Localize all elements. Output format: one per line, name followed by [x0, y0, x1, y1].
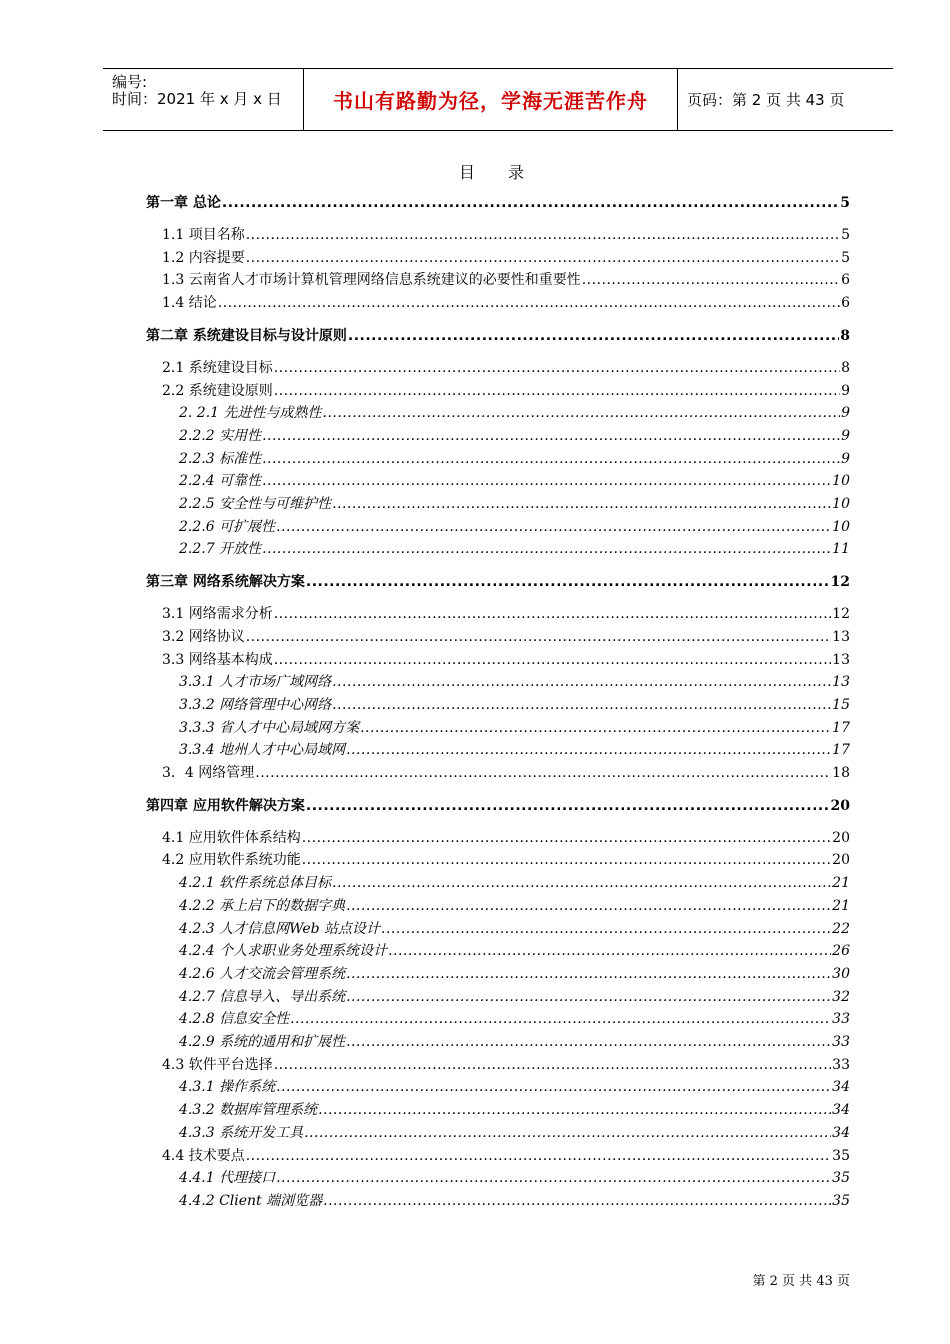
toc-entry-label: 4.2.3 人才信息网Web 站点设计 [179, 920, 381, 937]
toc-entry-label: 4.2.4 个人求职业务处理系统设计 [179, 943, 388, 960]
toc-subsection-entry[interactable] [179, 1008, 850, 1030]
toc-section-entry[interactable] [162, 849, 850, 871]
toc-subsection-entry[interactable] [179, 940, 850, 962]
toc-leader-dots [332, 493, 831, 515]
toc-leader-dots [346, 963, 831, 985]
toc-leader-dots [582, 269, 840, 291]
toc-entry-label: 4.3.3 系统开发工具 [179, 1124, 304, 1141]
toc-subsection-entry[interactable] [179, 1190, 850, 1212]
toc-section-entry[interactable] [162, 357, 850, 379]
toc-leader-dots [274, 1054, 831, 1076]
toc-entry-label: 2.2.7 开放性 [179, 541, 262, 558]
toc-section-entry[interactable] [162, 269, 850, 291]
toc-entry-page: 22 [832, 920, 850, 937]
toc-subsection-entry[interactable] [179, 538, 850, 560]
toc-entry-label: 2.2.2 实用性 [179, 427, 262, 444]
toc-leader-dots [246, 224, 840, 246]
header-page-info: 页码：第 2 页 共 43 页 [687, 91, 845, 109]
toc-leader-dots [262, 448, 840, 470]
toc-section-entry[interactable] [162, 649, 850, 671]
toc-entry-label: 1.3 云南省人才市场计算机管理网络信息系统建议的必要性和重要性 [162, 272, 581, 289]
toc-entry-label: 4.2.6 人才交流会管理系统 [179, 965, 346, 982]
toc-entry-page: 12 [830, 574, 850, 591]
toc-entry-page: 9 [841, 382, 850, 399]
toc-leader-dots [323, 402, 841, 424]
toc-entry-page: 21 [832, 875, 850, 892]
toc-entry-page: 8 [841, 359, 850, 376]
toc-leader-dots [276, 1076, 831, 1098]
toc-leader-dots [246, 247, 840, 269]
toc-subsection-entry[interactable] [179, 986, 850, 1008]
toc-title: 目 录 [458, 163, 539, 182]
toc-entry-page: 10 [832, 518, 850, 535]
toc-section-entry[interactable] [162, 827, 850, 849]
toc-chapter-entry[interactable] [146, 795, 850, 817]
toc-entry-label: 4.1 应用软件体系结构 [162, 829, 301, 846]
toc-entry-page: 13 [832, 674, 850, 691]
toc-entry-label: 3.3.2 网络管理中心网络 [179, 696, 332, 713]
toc-entry-page: 35 [832, 1192, 850, 1209]
toc-leader-dots [274, 357, 840, 379]
toc-entry-label: 4.2.1 软件系统总体目标 [179, 875, 332, 892]
toc-leader-dots [323, 1190, 831, 1212]
toc-entry-label: 3.1 网络需求分析 [162, 606, 273, 623]
toc-entry-label: 3.2 网络协议 [162, 628, 245, 645]
toc-entry-label: 4.2.7 信息导入、导出系统 [179, 988, 346, 1005]
toc-entry-label: 2.2.5 安全性与可维护性 [179, 496, 332, 512]
toc-subsection-entry[interactable] [179, 963, 850, 985]
toc-leader-dots [290, 1008, 831, 1030]
toc-leader-dots [302, 827, 831, 849]
toc-entry-page: 34 [832, 1124, 850, 1141]
toc-leader-dots [346, 739, 831, 761]
toc-subsection-entry[interactable] [179, 493, 850, 515]
toc-leader-dots [306, 795, 830, 817]
toc-entry-page: 17 [832, 742, 850, 759]
toc-entry-label: 2.2 系统建设原则 [162, 382, 273, 399]
toc-entry-page: 33 [832, 1011, 850, 1028]
toc-entry-page: 5 [841, 249, 850, 266]
toc-entry-label: 4.4 技术要点 [162, 1147, 245, 1164]
header-motto-cell [304, 69, 678, 130]
toc-entry-label: 第一章 总论 [146, 195, 221, 211]
toc-entry-label: 第四章 应用软件解决方案 [146, 797, 305, 814]
toc-entry-page: 5 [841, 227, 850, 243]
toc-entry-label: 4.2.9 系统的通用和扩展性 [179, 1034, 346, 1050]
toc-entry-page: 32 [832, 988, 850, 1005]
toc-subsection-entry[interactable] [179, 918, 850, 940]
toc-leader-dots [276, 1167, 831, 1189]
toc-leader-dots [346, 986, 831, 1008]
toc-entry-label: 2. 2.1 先进性与成熟性 [179, 405, 322, 422]
toc-subsection-entry[interactable] [179, 1099, 850, 1121]
toc-subsection-entry[interactable] [179, 895, 850, 917]
toc-subsection-entry[interactable] [179, 402, 850, 424]
toc-leader-dots [274, 649, 831, 671]
header-code-label: 编号: [112, 73, 148, 91]
toc-entry-page: 33 [832, 1056, 850, 1073]
toc-section-entry[interactable] [162, 762, 850, 784]
toc-leader-dots [246, 626, 831, 648]
toc-leader-dots [222, 192, 839, 214]
toc-section-entry[interactable] [162, 380, 850, 402]
toc-entry-page: 35 [832, 1147, 850, 1164]
toc-entry-label: 第二章 系统建设目标与设计原则 [146, 327, 347, 344]
toc-entry-page: 5 [840, 195, 850, 211]
toc-entry-label: 1.1 项目名称 [162, 227, 245, 243]
toc-entry-page: 11 [832, 541, 850, 558]
toc-subsection-entry[interactable] [179, 694, 850, 716]
toc-entry-label: 4.2.2 承上启下的数据字典 [179, 897, 346, 914]
toc-entry-page: 9 [841, 450, 850, 467]
toc-leader-dots [332, 872, 831, 894]
toc-entry-label: 3.3.4 地州人才中心局域网 [179, 742, 346, 759]
toc-entry-label: 2.2.6 可扩展性 [179, 518, 276, 535]
toc-section-entry[interactable] [162, 247, 850, 269]
toc-entry-label: 1.4 结论 [162, 295, 217, 312]
header-meta [103, 69, 304, 130]
toc-leader-dots [332, 671, 831, 693]
toc-leader-dots [381, 918, 831, 940]
toc-leader-dots [262, 425, 840, 447]
toc-entry-page: 12 [832, 606, 850, 623]
toc-chapter-entry[interactable] [146, 325, 850, 347]
toc-entry-page: 9 [841, 427, 850, 444]
toc-entry-page: 18 [832, 765, 850, 781]
toc-entry-page: 17 [832, 719, 850, 736]
toc-chapter-entry[interactable] [146, 192, 850, 214]
toc-leader-dots [348, 325, 839, 347]
toc-subsection-entry[interactable] [179, 739, 850, 761]
toc-section-entry[interactable] [162, 603, 850, 625]
toc-entry-label: 2.2.4 可靠性 [179, 473, 262, 490]
toc-entry-page: 8 [840, 327, 850, 344]
toc-leader-dots [255, 762, 831, 784]
toc-leader-dots [318, 1099, 831, 1121]
toc-subsection-entry[interactable] [179, 448, 850, 470]
toc-entry-page: 21 [832, 897, 850, 914]
toc-leader-dots [262, 470, 831, 492]
toc-subsection-entry[interactable] [179, 516, 850, 538]
toc-entry-page: 34 [832, 1102, 850, 1119]
toc-leader-dots [304, 1122, 831, 1144]
toc-section-entry[interactable] [162, 626, 850, 648]
toc-entry-label: 2.1 系统建设目标 [162, 359, 273, 376]
toc-entry-label: 2.2.3 标准性 [179, 450, 262, 467]
toc-subsection-entry[interactable] [179, 872, 850, 894]
toc-entry-page: 15 [832, 696, 850, 713]
toc-entry-page: 13 [832, 628, 850, 645]
toc-entry-page: 34 [832, 1079, 850, 1096]
toc-entry-page: 20 [832, 852, 850, 869]
toc-entry-label: 4.2 应用软件系统功能 [162, 852, 301, 869]
toc-leader-dots [346, 895, 831, 917]
toc-entry-page: 10 [832, 496, 850, 512]
toc-subsection-entry[interactable] [179, 1076, 850, 1098]
toc-entry-page: 33 [832, 1034, 850, 1050]
header-time: 时间：2021 年 x 月 x 日 [112, 90, 282, 108]
toc-leader-dots [302, 849, 831, 871]
toc-subsection-entry[interactable] [179, 671, 850, 693]
page-header [103, 68, 893, 131]
toc-entry-page: 6 [841, 295, 850, 312]
toc-entry-label: 3.3 网络基本构成 [162, 651, 273, 668]
toc-subsection-entry[interactable] [179, 1031, 850, 1053]
toc-entry-label: 4.3 软件平台选择 [162, 1056, 273, 1073]
toc-entry-label: 3.3.3 省人才中心局域网方案 [179, 719, 360, 736]
header-page-cell [678, 69, 893, 130]
toc-entry-page: 6 [841, 272, 850, 289]
toc-subsection-entry[interactable] [179, 717, 850, 739]
toc-section-entry[interactable] [162, 224, 850, 246]
header-motto: 书山有路勤为径，学海无涯苦作舟 [333, 89, 648, 113]
toc-entry-page: 30 [832, 965, 850, 982]
toc-entry-page: 20 [832, 829, 850, 846]
toc-section-entry[interactable] [162, 1145, 850, 1167]
toc-subsection-entry[interactable] [179, 425, 850, 447]
toc-entry-label: 1.2 内容提要 [162, 249, 245, 266]
toc-subsection-entry[interactable] [179, 1122, 850, 1144]
toc-subsection-entry[interactable] [179, 470, 850, 492]
toc-entry-label: 4.4.1 代理接口 [179, 1170, 276, 1187]
toc-section-entry[interactable] [162, 1054, 850, 1076]
toc-leader-dots [388, 940, 831, 962]
toc-entry-page: 26 [832, 943, 850, 960]
toc-entry-label: 4.3.1 操作系统 [179, 1079, 276, 1096]
toc-leader-dots [262, 538, 831, 560]
toc-leader-dots [274, 603, 831, 625]
page-footer: 第 2 页 共 43 页 [752, 1274, 850, 1289]
toc-entry-page: 35 [832, 1170, 850, 1187]
toc-leader-dots [332, 694, 831, 716]
toc-entry-page: 10 [832, 473, 850, 490]
toc-entry-label: 4.4.2 Client 端浏览器 [179, 1192, 323, 1209]
toc-leader-dots [276, 516, 831, 538]
toc-entry-label: 第三章 网络系统解决方案 [146, 574, 305, 591]
toc-leader-dots [218, 292, 840, 314]
toc-entry-label: 3．4 网络管理 [162, 765, 255, 781]
toc-entry-page: 9 [841, 405, 850, 422]
toc-leader-dots [274, 380, 840, 402]
toc-leader-dots [246, 1145, 831, 1167]
toc-leader-dots [306, 571, 830, 593]
toc-entry-page: 20 [830, 797, 850, 814]
toc-entry-label: 4.3.2 数据库管理系统 [179, 1102, 318, 1119]
toc-entry-page: 13 [832, 651, 850, 668]
toc-leader-dots [346, 1031, 831, 1053]
toc-entry-label: 4.2.8 信息安全性 [179, 1011, 290, 1028]
toc-subsection-entry[interactable] [179, 1167, 850, 1189]
toc-leader-dots [360, 717, 831, 739]
toc-entry-label: 3.3.1 人才市场广域网络 [179, 674, 332, 691]
toc-chapter-entry[interactable] [146, 571, 850, 593]
toc-section-entry[interactable] [162, 292, 850, 314]
